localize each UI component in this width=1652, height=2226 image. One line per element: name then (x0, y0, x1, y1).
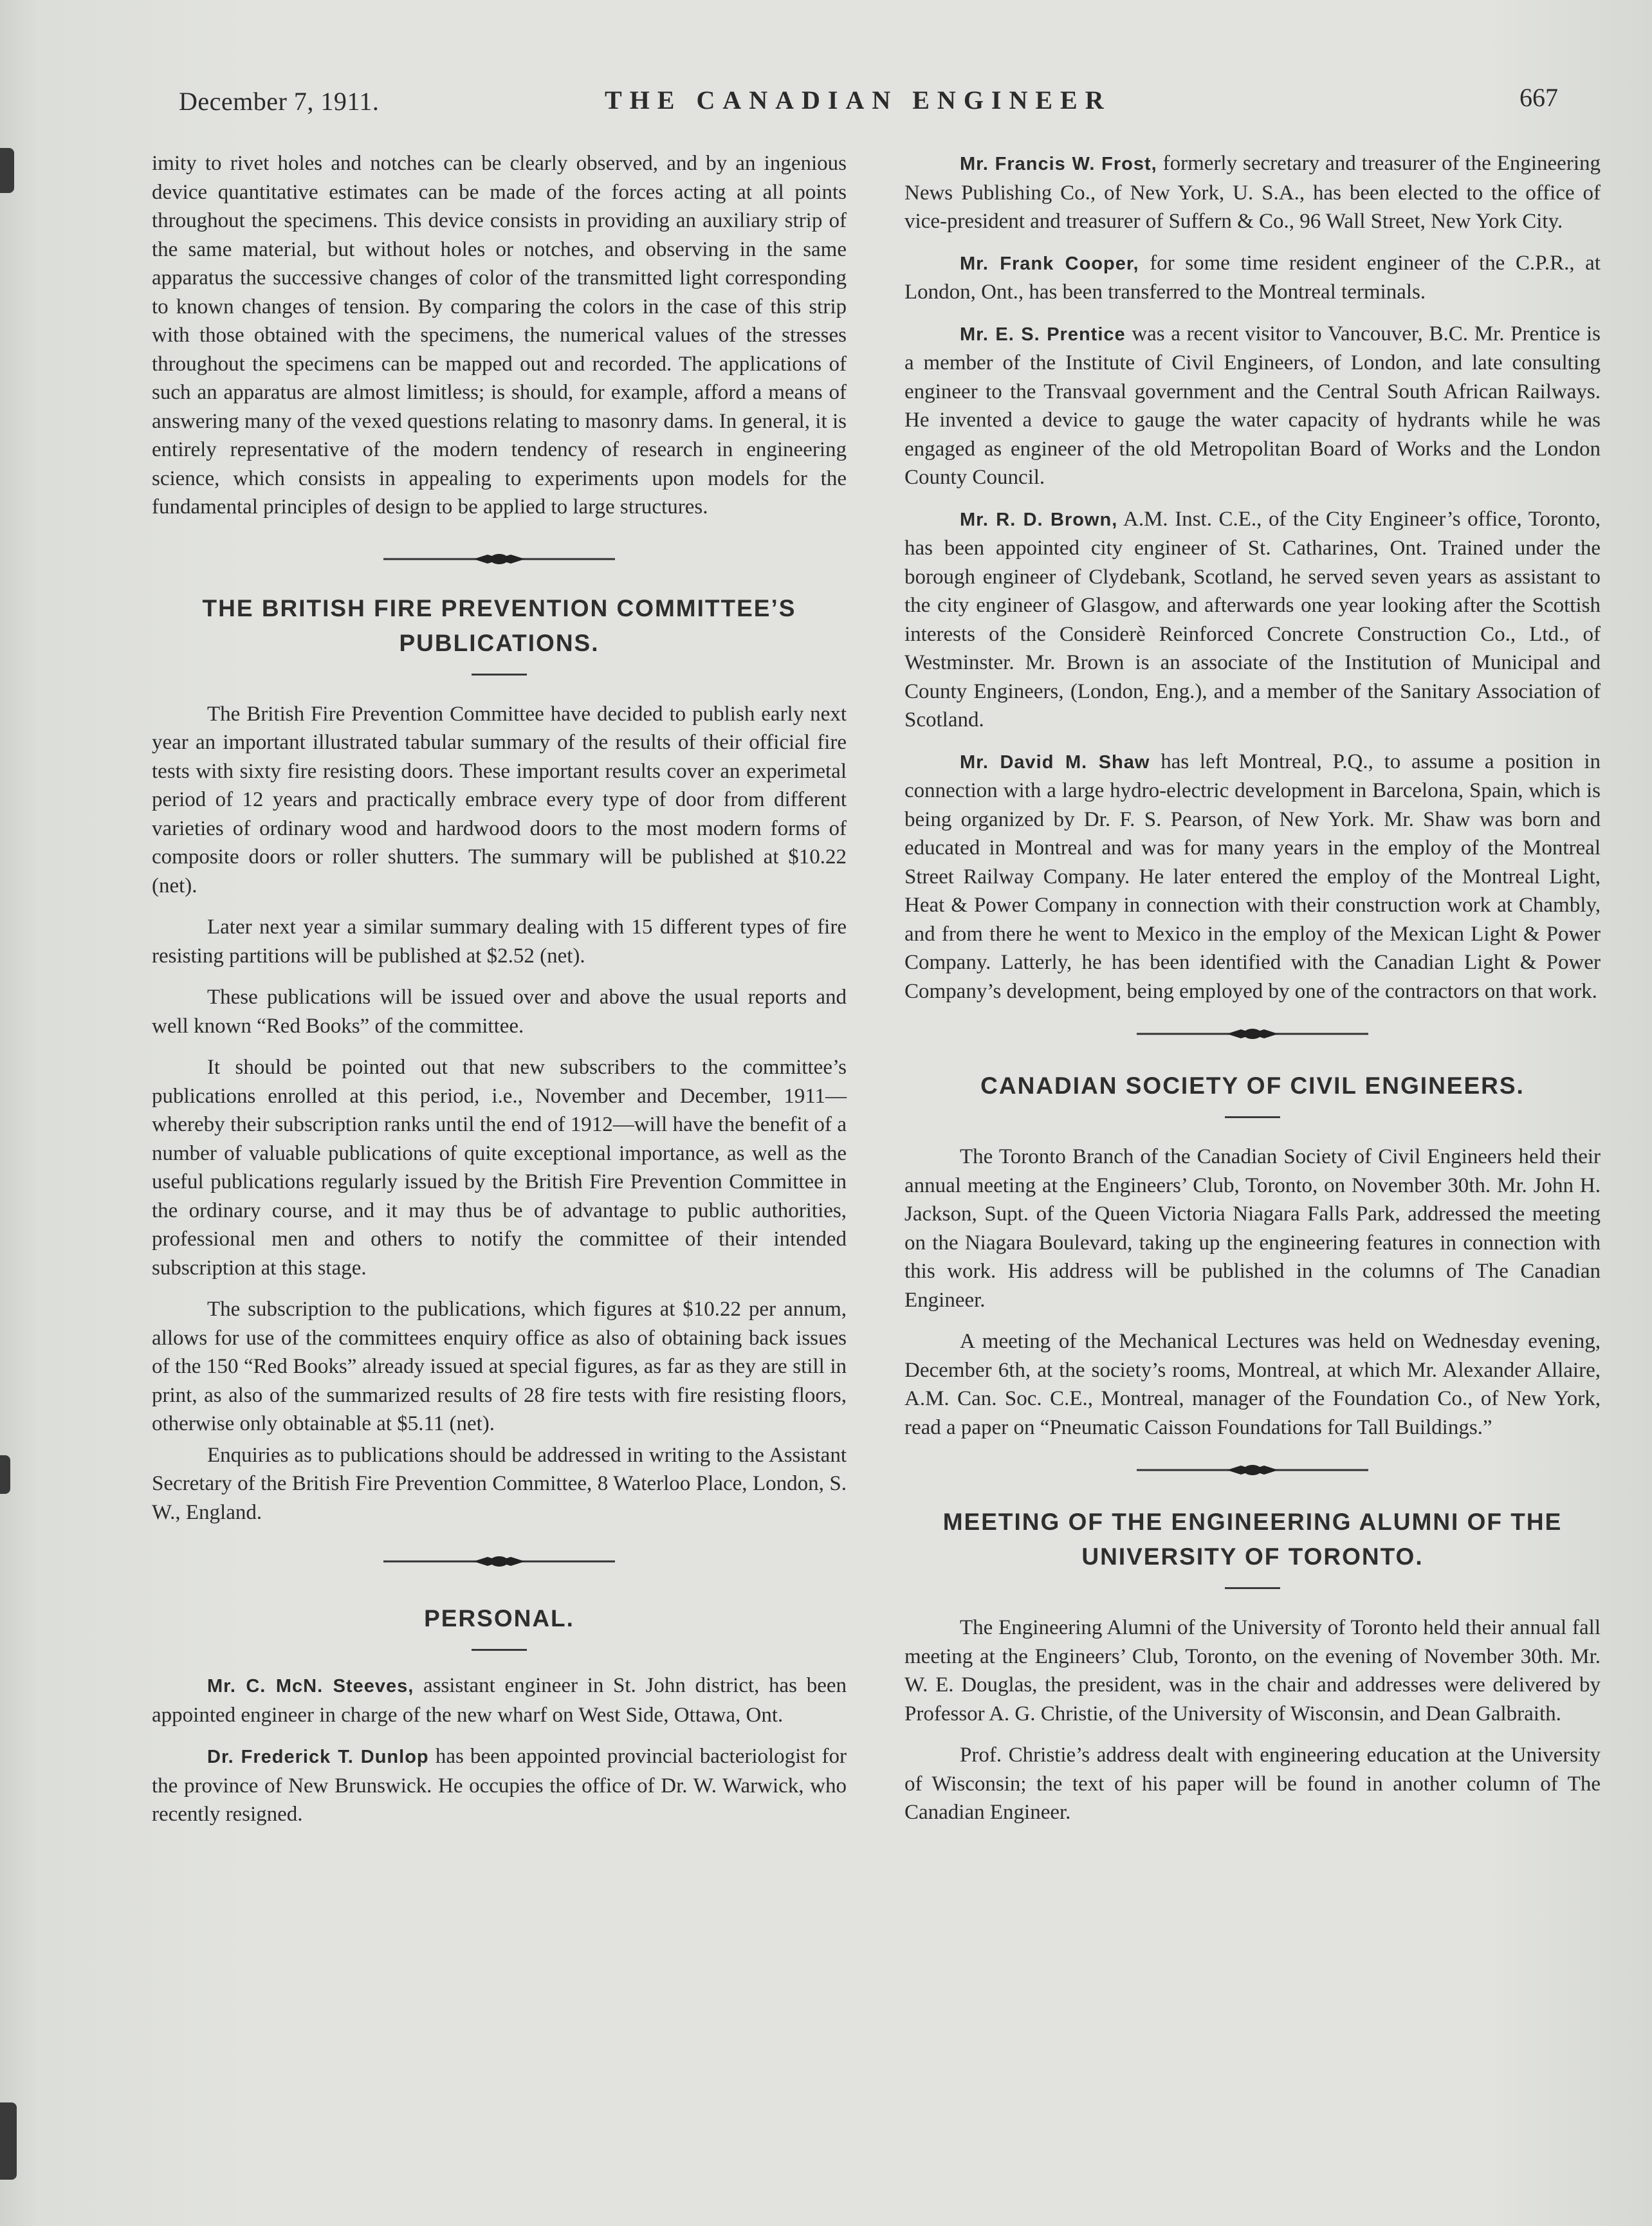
personal-item (904, 149, 1601, 236)
heading-rule (472, 1649, 527, 1651)
heading-rule (472, 674, 527, 676)
heading-rule (1225, 1116, 1280, 1118)
personal-text: was a recent visitor to Vancouver, B.C. Mr. Prentice is a member of the Institute of Civil Engineers, of London, and late consulting engineer to the Transvaal government and the Central South African Railways. He invented a device to gauge the water capacity of hydrants while he was engaged as engineer of the old Metropolitan Board of Works and the London County Council. (904, 322, 1601, 489)
paragraph: The subscription to the publications, which figures at $10.22 per annum, allows for use of the committees enquiry office as also of obtaining back issues of the 150 “Red Books” already issued at special figures, as far as they are still in print, as also of the summarized results of 28 fire tests with fire resisting floors, otherwise only obtainable at $5.11 (net). (152, 1298, 847, 1435)
paragraph: A meeting of the Mechanical Lectures was held on Wednesday evening, December 6th, at the society’s rooms, Montreal, at which Mr. Alexander Allaire, A.M. Can. Soc. C.E., Montreal, manager of the Foundation Co., of New York, read a paper on “Pneumatic Caisson Foundations for Tall Buildings.” (904, 1330, 1601, 1439)
person-name: Mr. C. McN. Steeves, (207, 1676, 414, 1697)
paragraph: Later next year a similar summary dealing with 15 different types of fire resisting partitions will be published at $2.52 (net). (152, 915, 847, 968)
ornamental-separator (904, 1027, 1601, 1040)
paragraph: The Engineering Alumni of the University of Toronto held their annual fall meeting at the Engineers’ Club, Toronto, on the evening of November 30th. Mr. W. E. Douglas, the president, was in the chair and addresses were delivered by Professor A. G. Christie, of the University of Wisconsin, and Dean Galbraith. (904, 1616, 1601, 1725)
paragraph: It should be pointed out that new subscribers to the committee’s publications enrolled at this period, i.e., November and December, 1911—whereby their subscription ranks until the end of 1912—will have the benefit of a number of valuable publications of quite exceptional importance, as well as the useful publications regularly issued by the British Fire Prevention Committee in the ordinary course, and it may thus be of advantage to public authorities, professional men and others to notify the committee of their intended subscription at this stage. (152, 1056, 847, 1280)
person-name: Mr. David M. Shaw (960, 751, 1150, 773)
personal-text: A.M. Inst. C.E., of the City Engineer’s office, Toronto, has been appointed city engineer of St. Catharines, Ont. Trained under the borough engineer of Clydebank, Scotland, he served seven years as assistant to the city engineer of Glasgow, and afterwards one year looking after the Scottish interests of the Considerè Reinforced Concrete Construction Co., Ltd., of Westminster. Mr. Brown is an associate of the Institution of Municipal and County Engineers, (London, Eng.), and a member of the Sanitary Association of Scotland. (904, 507, 1601, 731)
person-name: Mr. R. D. Brown, (960, 509, 1118, 530)
personal-text: has left Montreal, P.Q., to assume a position in connection with a large hydro-electric development in Barcelona, Spain, which is being organized by Dr. F. S. Pearson, of New York. Mr. Shaw was born and educated in Montreal and was for many years in the employ of the Montreal Street Railway Company. He later entered the employ of the Montreal Light, Heat & Power Company in connection with their construction work at Chambly, and from there he went to Mexico in the employ of the Mexican Light & Power Company. Latterly, he has been identified with the Canadian Light & Power Company’s development, being employed by one of the contractors on that work. (904, 750, 1601, 1003)
paragraph: The Toronto Branch of the Canadian Society of Civil Engineers held their annual meeting at the Engineers’ Club, Toronto, on November 30th. Mr. John H. Jackson, Supt. of the Queen Victoria Niagara Falls Park, addressed the meeting on the Niagara Boulevard, taking up the engineering features in connection with this work. His address will be published in the columns of The Canadian Engineer. (904, 1145, 1601, 1312)
separator-ornament (383, 553, 615, 566)
person-name: Dr. Frederick T. Dunlop (207, 1747, 429, 1767)
heading-rule (1225, 1587, 1280, 1589)
section-heading-british-fire: THE BRITISH FIRE PREVENTION COMMITTEE’S PUBLICATIONS. (202, 594, 796, 656)
section-heading-personal: PERSONAL. (424, 1605, 574, 1632)
personal-text: assistant engineer in St. John district, has been appointed engineer in charge of the new wharf on West Side, Ottawa, Ont. (152, 1674, 847, 1727)
personal-text: for some time resident engineer of the C.P.R., at London, Ont., has been transferred to the Montreal terminals. (904, 251, 1601, 304)
section-heading-society: CANADIAN SOCIETY OF CIVIL ENGINEERS. (980, 1072, 1525, 1099)
ornamental-separator (152, 1555, 847, 1568)
personal-item (904, 505, 1601, 735)
binding-mark (0, 2102, 17, 2180)
personal-text: has been appointed provincial bacteriologist for the province of New Brunswick. He occupies the office of Dr. W. Warwick, who recently resigned. (152, 1745, 847, 1826)
binding-mark (0, 1455, 10, 1494)
personal-text: formerly secretary and treasurer of the Engineering News Publishing Co., of New York, U. S.A., has been elected to the office of vice-president and treasurer of Suffern & Co., 96 Wall Street, New York City. (904, 152, 1601, 233)
personal-item (152, 1671, 847, 1729)
separator-ornament (1137, 1027, 1368, 1040)
ornamental-separator (152, 553, 847, 566)
section-heading-alumni: MEETING OF THE ENGINEERING ALUMNI OF THE UNIVERSITY OF TORONTO. (942, 1509, 1563, 1570)
personal-item (904, 249, 1601, 307)
paragraph: Enquiries as to publications should be addressed in writing to the Assistant Secretary of the British Fire Prevention Committee, 8 Waterloo Place, London, S. W., England. (152, 1443, 847, 1524)
continued-paragraph: imity to rivet holes and notches can be clearly observed, and by an ingenious device quantitative estimates can be made of the forces acting at all points throughout the specimens. This device consists in providing an auxiliary strip of the same material, but without holes or notches, and observing in the same apparatus the successive changes of color of the transmitted light corresponding to known changes of tension. By comparing the colors in the case of this strip with those obtained with the specimens, the numerical values of the stresses throughout the specimens can be mapped out and recorded. The applications of such an apparatus are almost limitless; is should, for example, afford a means of answering many of the vexed questions relating to masonry dams. In general, it is entirely representative of the modern tendency of research in engineering science, which consists in appealing to experiments upon models for the fundamental principles of design to be applied to large structures. (152, 152, 847, 519)
right-column (904, 149, 1601, 1840)
personal-item (904, 320, 1601, 492)
page-number: 667 (1519, 83, 1558, 112)
paragraph: The British Fire Prevention Committee have decided to publish early next year an important illustrated tabular summary of the results of their official fire tests with sixty fire resisting doors. These important results cover an experimetal period of 12 years and practically embrace every type of door from different varieties of ordinary wood and hardwood doors to the most modern forms of composite doors or roller shutters. The summary will be published at $10.22 (net). (152, 702, 847, 897)
issue-date: December 7, 1911. (179, 87, 380, 116)
journal-title: THE CANADIAN ENGINEER (605, 86, 1112, 115)
separator-ornament (1137, 1464, 1368, 1476)
person-name: Mr. E. S. Prentice (960, 324, 1126, 345)
paragraph: These publications will be issued over and above the usual reports and well known “Red Books” of the committee. (152, 986, 847, 1038)
person-name: Mr. Frank Cooper, (960, 253, 1139, 274)
ornamental-separator (904, 1464, 1601, 1476)
person-name: Mr. Francis W. Frost, (960, 154, 1157, 174)
running-header (0, 82, 1652, 127)
binding-mark (0, 148, 14, 193)
paragraph: Prof. Christie’s address dealt with engineering education at the University of Wisconsin; the text of his paper will be found in another column of The Canadian Engineer. (904, 1743, 1601, 1824)
personal-item (152, 1742, 847, 1829)
separator-ornament (383, 1555, 615, 1568)
left-column (152, 149, 847, 1842)
personal-item (904, 748, 1601, 1006)
